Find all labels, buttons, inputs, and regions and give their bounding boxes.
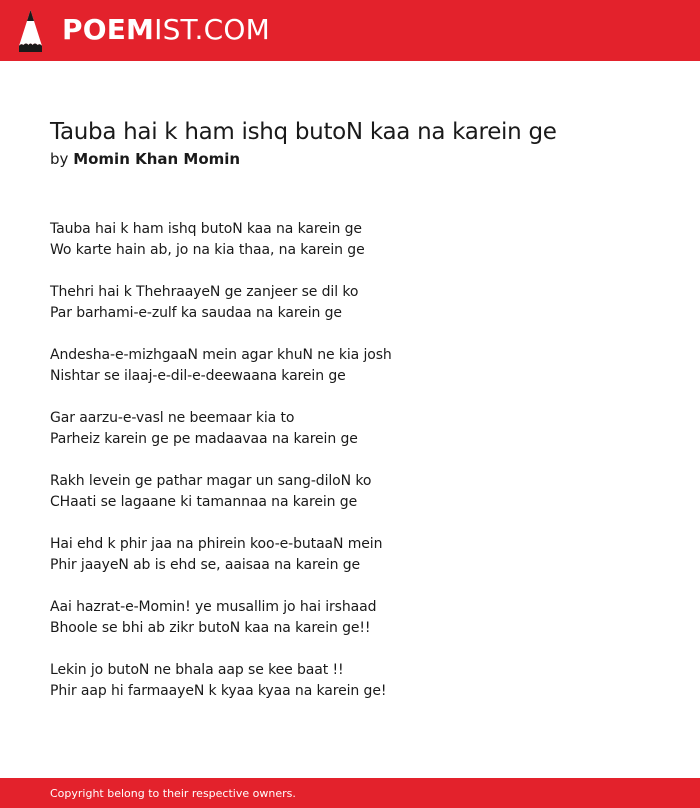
pencil-tip-icon[interactable] [18,10,43,52]
stanza [50,345,650,387]
poem-line: Par barhami-e-zulf ka saudaa na karein ge [50,305,342,321]
poem-line: Nishtar se ilaaj-e-dil-e-deewaana karein ge [50,368,346,384]
poem-line: Bhoole se bhi ab zikr butoN kaa na karein ge!! [50,620,371,636]
poem-body [50,219,650,723]
stanza [50,660,650,702]
copyright-text: Copyright belong to their respective owners. [50,787,296,800]
stanza [50,408,650,450]
brand-light: IST.COM [154,13,270,46]
site-logo-link[interactable] [62,12,270,48]
poem-line: Phir aap hi farmaayeN k kyaa kyaa na karein ge! [50,683,387,699]
site-footer [0,778,700,808]
poem-line: Andesha-e-mizhgaaN mein agar khuN ne kia josh [50,347,392,363]
brand-bold: POEM [62,13,155,46]
stanza [50,471,650,513]
stanza [50,282,650,324]
poem-line: Thehri hai k ThehraayeN ge zanjeer se dil ko [50,284,359,300]
poem-line: Rakh levein ge pathar magar un sang-diloN ko [50,473,372,489]
poem-line: Parheiz karein ge pe madaavaa na karein ge [50,431,358,447]
poem-line: Gar aarzu-e-vasl ne beemaar kia to [50,410,295,426]
poem-line: Hai ehd k phir jaa na phirein koo-e-butaaN mein [50,536,383,552]
poem-line: Phir jaayeN ab is ehd se, aaisaa na karein ge [50,557,361,573]
author-name: Momin Khan Momin [73,150,241,168]
poem-line: Aai hazrat-e-Momin! ye musallim jo hai irshaad [50,599,377,615]
poem-line: Wo karte hain ab, jo na kia thaa, na karein ge [50,242,365,258]
byline [50,149,240,169]
poem-line: Lekin jo butoN ne bhala aap se kee baat !! [50,662,344,678]
stanza [50,597,650,639]
poem-line: CHaati se lagaane ki tamannaa na karein ge [50,494,358,510]
site-header [0,0,700,61]
by-label: by [50,150,69,168]
poem-line: Tauba hai k ham ishq butoN kaa na karein ge [50,221,362,237]
poem-title: Tauba hai k ham ishq butoN kaa na karein ge [50,119,557,145]
stanza [50,219,650,261]
stanza [50,534,650,576]
